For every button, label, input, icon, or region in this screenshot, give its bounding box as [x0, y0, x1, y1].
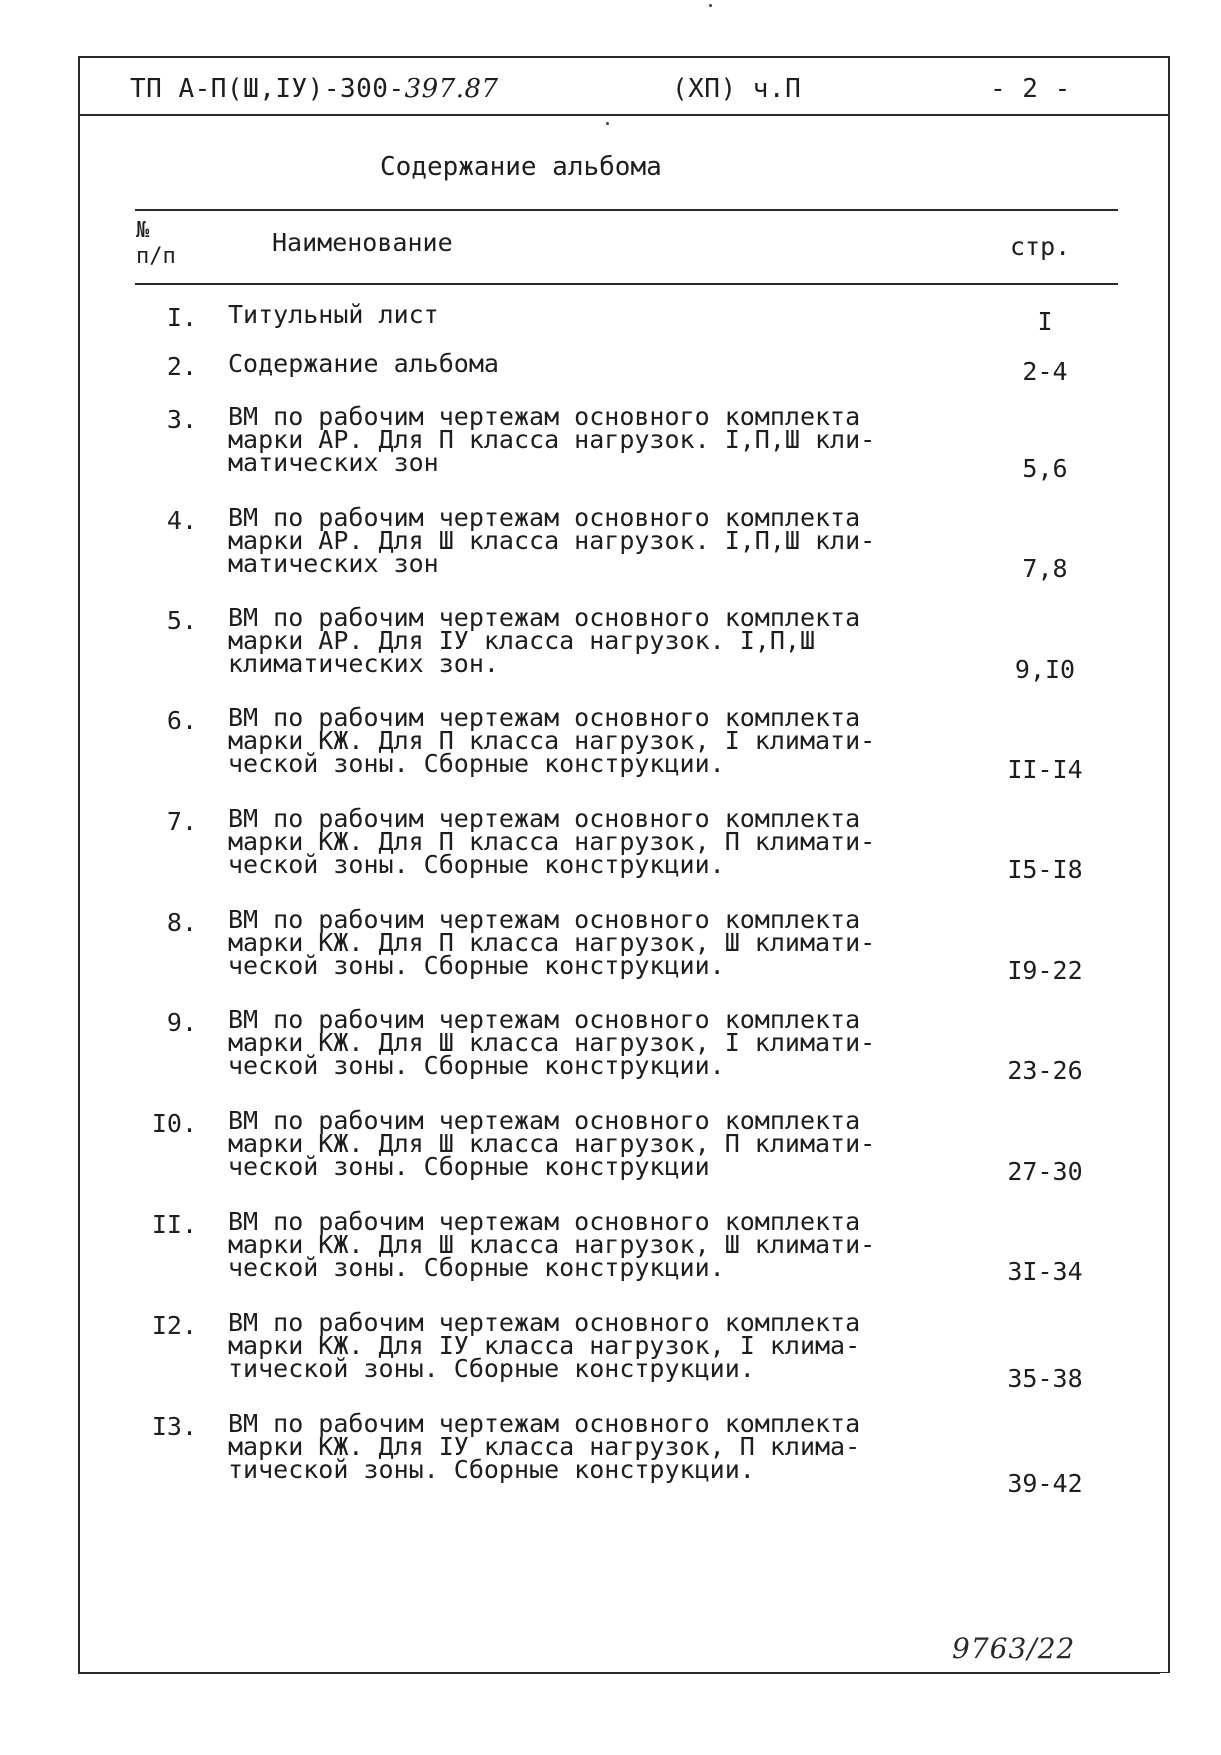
row-number: 2. — [166, 352, 197, 381]
row-name: ВМ по рабочим чертежам основного комплекта марки КЖ. Для IУ класса нагрузок, П клима- тической зоны. Сборные конструкции. — [228, 1409, 861, 1484]
row-page: I5-I8 — [1007, 855, 1083, 884]
row-name: Содержание альбома — [228, 349, 499, 378]
row-number: 5. — [166, 606, 197, 635]
row-name: ВМ по рабочим чертежам основного комплекта марки АР. Для IУ класса нагрузок. I,П,Ш климатических зон. — [228, 603, 861, 678]
archive-number: 9763/22 — [952, 1632, 1076, 1665]
row-name: ВМ по рабочим чертежам основного комплекта марки КЖ. Для Ш класса нагрузок, Ш климати- ческой зоны. Сборные конструкции. — [228, 1207, 876, 1282]
row-page: 2-4 — [1022, 357, 1068, 386]
row-number: I2. — [151, 1311, 197, 1340]
row-page: 39-42 — [1007, 1469, 1083, 1498]
header-divider — [78, 114, 1170, 116]
row-number: I3. — [151, 1412, 197, 1441]
row-number: I. — [166, 303, 197, 332]
speck — [606, 122, 609, 125]
row-page: 27-30 — [1007, 1157, 1083, 1186]
table-top-rule — [135, 209, 1118, 211]
row-number: 6. — [166, 706, 197, 735]
document-code-typed: ТП А-П(Ш,IУ)-300- — [130, 74, 405, 104]
document-part: (ХП) ч.П — [672, 74, 802, 104]
row-page: II-I4 — [1007, 755, 1083, 784]
row-page: 9,I0 — [1014, 655, 1076, 684]
row-name: ВМ по рабочим чертежам основного комплекта марки КЖ. Для П класса нагрузок, П климати- ческой зоны. Сборные конструкции. — [228, 804, 876, 879]
row-page: I9-22 — [1007, 956, 1083, 985]
row-page: 35-38 — [1007, 1364, 1083, 1393]
row-number: 3. — [166, 405, 197, 434]
row-number: 8. — [166, 908, 197, 937]
column-header-name: Наименование — [272, 228, 453, 257]
row-name: ВМ по рабочим чертежам основного комплекта марки КЖ. Для Ш класса нагрузок, П климати- ческой зоны. Сборные конструкции — [228, 1106, 876, 1181]
speck — [709, 4, 712, 7]
page-number: - 2 - — [990, 74, 1071, 104]
row-name: ВМ по рабочим чертежам основного комплекта марки КЖ. Для П класса нагрузок, Ш климати- ческой зоны. Сборные конструкции. — [228, 905, 876, 980]
document-code-handwritten: 397.87 — [404, 74, 499, 104]
row-name: ВМ по рабочим чертежам основного комплекта марки КЖ. Для Ш класса нагрузок, I климати- ческой зоны. Сборные конструкции. — [228, 1005, 876, 1080]
frame-bottom-line — [78, 1672, 1160, 1674]
row-number: 4. — [166, 506, 197, 535]
row-page: I — [1037, 307, 1053, 336]
column-header-number: № п/п — [136, 218, 176, 269]
row-name: ВМ по рабочим чертежам основного комплекта марки КЖ. Для П класса нагрузок, I климати- ческой зоны. Сборные конструкции. — [228, 703, 876, 778]
table-header-rule — [135, 283, 1118, 285]
row-page: 3I-34 — [1007, 1257, 1083, 1286]
row-name: ВМ по рабочим чертежам основного комплекта марки АР. Для Ш класса нагрузок. I,П,Ш кли- матических зон — [228, 503, 876, 578]
row-page: 5,6 — [1022, 454, 1068, 483]
row-number: I0. — [151, 1109, 197, 1138]
page-title: Содержание альбома — [380, 152, 662, 182]
row-name: Титульный лист — [228, 300, 439, 329]
row-number: 9. — [166, 1008, 197, 1037]
row-page: 7,8 — [1022, 554, 1068, 583]
row-name: ВМ по рабочим чертежам основного комплекта марки АР. Для П класса нагрузок. I,П,Ш кли- матических зон — [228, 402, 876, 477]
column-header-page: стр. — [1010, 232, 1071, 261]
document-code — [130, 74, 499, 104]
row-number: II. — [151, 1210, 197, 1239]
row-name: ВМ по рабочим чертежам основного комплекта марки КЖ. Для IУ класса нагрузок, I клима- тической зоны. Сборные конструкции. — [228, 1308, 861, 1383]
row-number: 7. — [166, 807, 197, 836]
row-page: 23-26 — [1007, 1056, 1083, 1085]
